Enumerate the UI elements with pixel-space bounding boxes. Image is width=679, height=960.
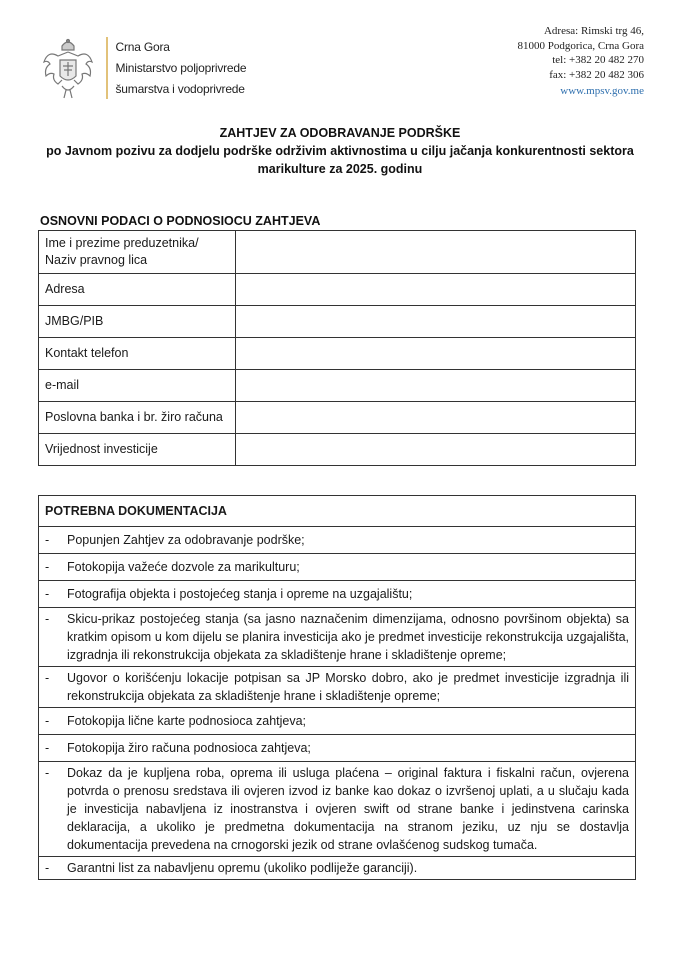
basic-info-table (38, 230, 636, 466)
fax: fax: +382 20 482 306 (549, 68, 644, 81)
telephone: tel: +382 20 482 270 (552, 54, 644, 66)
table-row (39, 434, 636, 466)
field-label: Vrijednost investicije (39, 434, 236, 466)
list-item-text: Skicu-prikaz postojećeg stanja (sa jasno naznačenim dimenzijama, odnosno površinom objekta) sa kratkim opisom u kom dijelu se planira investicija ako je predmet investicije rekonstrukcija uzgajališta, izgradnja ili rekonstrukcija objekata za skladištenje hrane i skladištenje opreme; (67, 612, 629, 662)
table-header-row (39, 496, 636, 527)
bullet-dash: - (45, 861, 50, 875)
coat-of-arms-icon (40, 36, 96, 100)
field-label: JMBG/PIB (39, 306, 236, 338)
list-item (39, 708, 636, 735)
field-label: Ime i prezime preduzetnika/ Naziv pravnog lica (39, 231, 236, 274)
table-row (39, 370, 636, 402)
address-line-1: Adresa: Rimski trg 46, (543, 25, 644, 37)
table-row (39, 338, 636, 370)
address-field[interactable] (236, 274, 636, 306)
bullet-dash: - (45, 714, 50, 728)
list-item (39, 608, 636, 667)
list-item-text: Fotokopija lične karte podnosioca zahtjeva; (67, 714, 307, 728)
field-label: Poslovna banka i br. žiro računa (39, 402, 236, 434)
title-subtitle-2: marikulture za 2025. godinu (257, 162, 423, 176)
list-item (39, 735, 636, 762)
ministry-line-1: Ministarstvo poljoprivrede (115, 60, 247, 75)
ministry-line-2: šumarstva i vodoprivrede (115, 81, 245, 96)
bullet-dash: - (45, 766, 50, 780)
list-item (39, 762, 636, 857)
contact-block (518, 24, 644, 99)
basic-info-heading: OSNOVNI PODACI O PODNOSIOCU ZAHTJEVA (40, 214, 321, 228)
website-link[interactable]: www.mpsv.gov.me (560, 85, 644, 97)
documentation-heading: POTREBNA DOKUMENTACIJA (39, 496, 636, 527)
list-item (39, 857, 636, 880)
list-item-text: Dokaz da je kupljena roba, oprema ili usluga plaćena – original faktura i fiskalni račun, ovjerena potvrda o prenosu sredstava ili ovjeren izvod iz banke kao dokaz o izvršenoj uplati, a u slučaju kada je investicija nabavljena iz inostranstva i ovjeren swift od strane banke i jedinstvena carinska deklaracija, a ukoliko je predmetna dokumentacija na stranom jeziku, uz nju se dostavlja dokumentacija prevedena na crnogorski jezik od strane ovlašćenog sudskog tumača. (67, 766, 629, 852)
table-row (39, 231, 636, 274)
list-item (39, 667, 636, 708)
field-label: Adresa (39, 274, 236, 306)
list-item (39, 527, 636, 554)
name-field[interactable] (236, 231, 636, 274)
field-label: Kontakt telefon (39, 338, 236, 370)
address-line-2: 81000 Podgorica, Crna Gora (517, 39, 644, 52)
bullet-dash: - (45, 612, 50, 626)
ministry-name (116, 37, 247, 100)
ministry-header (40, 36, 246, 100)
header-divider (106, 37, 108, 99)
bullet-dash: - (45, 533, 50, 547)
jmbg-pib-field[interactable] (236, 306, 636, 338)
table-row (39, 402, 636, 434)
list-item (39, 554, 636, 581)
phone-field[interactable] (236, 338, 636, 370)
list-item-text: Popunjen Zahtjev za odobravanje podrške; (67, 533, 305, 547)
table-row (39, 306, 636, 338)
title-subtitle-1: po Javnom pozivu za dodjelu podrške održivim aktivnostima u cilju jačanja konkurentnosti sektora (46, 144, 634, 158)
list-item-text: Garantni list za nabavljenu opremu (ukoliko podliježe garanciji). (67, 861, 418, 875)
table-row (39, 274, 636, 306)
list-item-text: Fotografija objekta i postojećeg stanja i opreme na uzgajalištu; (67, 587, 413, 601)
documentation-table (38, 495, 636, 880)
document-title (30, 124, 650, 178)
bullet-dash: - (45, 671, 50, 685)
field-label: e-mail (39, 370, 236, 402)
bullet-dash: - (45, 560, 50, 574)
title-main: ZAHTJEV ZA ODOBRAVANJE PODRŠKE (219, 126, 461, 140)
investment-value-field[interactable] (236, 434, 636, 466)
list-item (39, 581, 636, 608)
list-item-text: Ugovor o korišćenju lokacije potpisan sa JP Morsko dobro, ako je predmet investicije izgradnja ili rekonstrukcija objekata za skladištenje hrane i skladištenje opreme; (67, 671, 629, 703)
country-name: Crna Gora (115, 39, 170, 54)
bank-account-field[interactable] (236, 402, 636, 434)
bullet-dash: - (45, 587, 50, 601)
email-field[interactable] (236, 370, 636, 402)
list-item-text: Fotokopija žiro računa podnosioca zahtjeva; (67, 741, 311, 755)
bullet-dash: - (45, 741, 50, 755)
list-item-text: Fotokopija važeće dozvole za marikulturu; (67, 560, 300, 574)
